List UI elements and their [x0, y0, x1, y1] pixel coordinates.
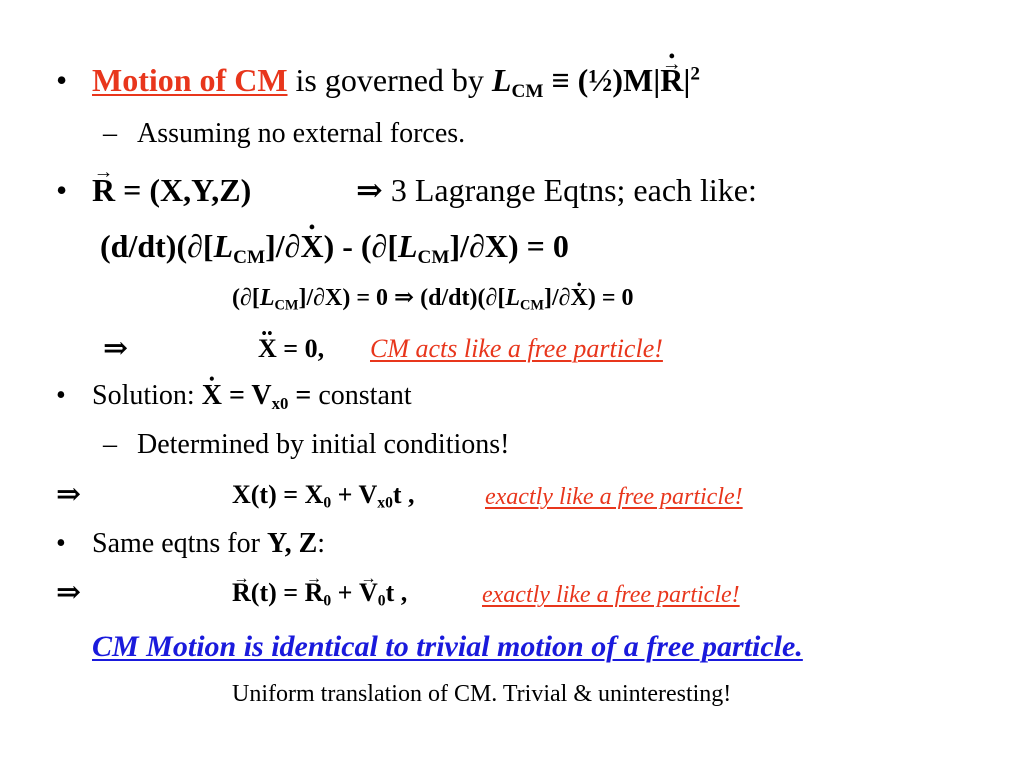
eq-part: ]/∂X) = 0 — [449, 228, 569, 264]
free-particle-note: CM acts like a free particle! — [370, 334, 663, 363]
vector-eq: (t) = — [250, 578, 305, 607]
dash: – — [103, 429, 117, 460]
lagrangian-subscript: CM — [417, 246, 450, 268]
lagrangian-subscript: CM — [519, 297, 544, 314]
eq-part: ) - (∂[ — [323, 228, 398, 264]
vector-eq: t , — [385, 578, 408, 607]
cm-motion-conclusion: CM Motion is identical to trivial motion of a free particle. — [92, 630, 803, 663]
abs-bar: | — [683, 62, 691, 98]
line-3-text: 3 Lagrange Eqtns; each like: — [382, 172, 757, 208]
vx0-subscript: x0 — [377, 494, 393, 512]
dash: – — [103, 118, 117, 149]
motion-of-cm-link[interactable]: Motion of CM — [92, 62, 288, 98]
line-2-text: Assuming no external forces. — [137, 118, 466, 149]
vector-eq: + — [331, 578, 359, 607]
lagrangian-eq: ≡ (½)M| — [543, 62, 661, 98]
line-10-text: Same eqtns for — [92, 528, 267, 559]
free-particle-note: exactly like a free particle! — [485, 484, 743, 510]
lagrangian-subscript: CM — [233, 246, 266, 268]
r0-vector: → R — [305, 580, 324, 606]
bullet: • — [56, 172, 68, 208]
line-4 — [100, 230, 569, 267]
yz-vars: Y, Z — [266, 528, 318, 559]
line-1-text: is governed by — [287, 62, 492, 98]
squared-exponent: 2 — [690, 63, 700, 85]
bullet: • — [56, 528, 66, 559]
r-vector: → R — [92, 174, 115, 206]
colon: : — [317, 528, 326, 559]
r-components: = (X,Y,Z) — [115, 172, 252, 208]
x-double-dot: X •• — [258, 336, 277, 362]
x-dot: X • — [571, 286, 588, 310]
bullet: • — [56, 62, 68, 98]
solution-eq: X(t) = X — [232, 480, 324, 509]
lagrangian-symbol: L — [505, 285, 520, 311]
v0-vector: → V — [359, 580, 378, 606]
lagrangian-symbol: L — [491, 62, 512, 98]
zero-equation: = 0, — [276, 334, 325, 363]
r-vector: → R — [232, 580, 251, 606]
eq-part: ]/∂ — [543, 285, 571, 311]
x-dot: X • — [300, 230, 323, 262]
velocity-subscript: x0 — [271, 394, 289, 414]
line-5 — [232, 286, 634, 313]
x-dot: X • — [202, 382, 222, 410]
lagrangian-subscript: CM — [511, 80, 544, 102]
line-8-text: Determined by initial conditions! — [137, 429, 510, 460]
lagrangian-symbol: L — [213, 228, 234, 264]
bullet: • — [56, 380, 66, 411]
eq-part: (∂[ — [232, 285, 260, 311]
eq-part: ) = 0 — [587, 285, 634, 311]
implies-symbol: ⇒ — [56, 478, 82, 511]
lagrangian-symbol: L — [398, 228, 418, 264]
solution-label: Solution: — [92, 380, 202, 411]
free-particle-note: exactly like a free particle! — [482, 582, 740, 608]
lagrangian-subscript: CM — [274, 297, 299, 314]
r0-subscript: 0 — [323, 592, 332, 610]
eq-part: (d/dt)(∂[ — [100, 228, 214, 264]
velocity-eq2: = — [288, 380, 319, 411]
velocity-eq: = V — [221, 380, 272, 411]
uniform-translation-text: Uniform translation of CM. Trivial & uninteresting! — [232, 681, 732, 707]
constant-text: constant — [318, 380, 412, 411]
eq-part: ]/∂ — [265, 228, 301, 264]
implies-symbol: ⇒ — [356, 172, 383, 208]
r-dot-vector: → R • — [660, 64, 683, 96]
v0-subscript: 0 — [377, 592, 386, 610]
lagrangian-symbol: L — [259, 285, 275, 311]
implies-symbol: ⇒ — [56, 576, 82, 609]
solution-eq: + V — [331, 480, 378, 509]
solution-eq: t , — [392, 480, 415, 509]
x0-subscript: 0 — [323, 494, 332, 512]
eq-part: ]/∂X) = 0 ⇒ (d/dt)(∂[ — [298, 285, 506, 311]
implies-symbol: ⇒ — [103, 332, 129, 365]
